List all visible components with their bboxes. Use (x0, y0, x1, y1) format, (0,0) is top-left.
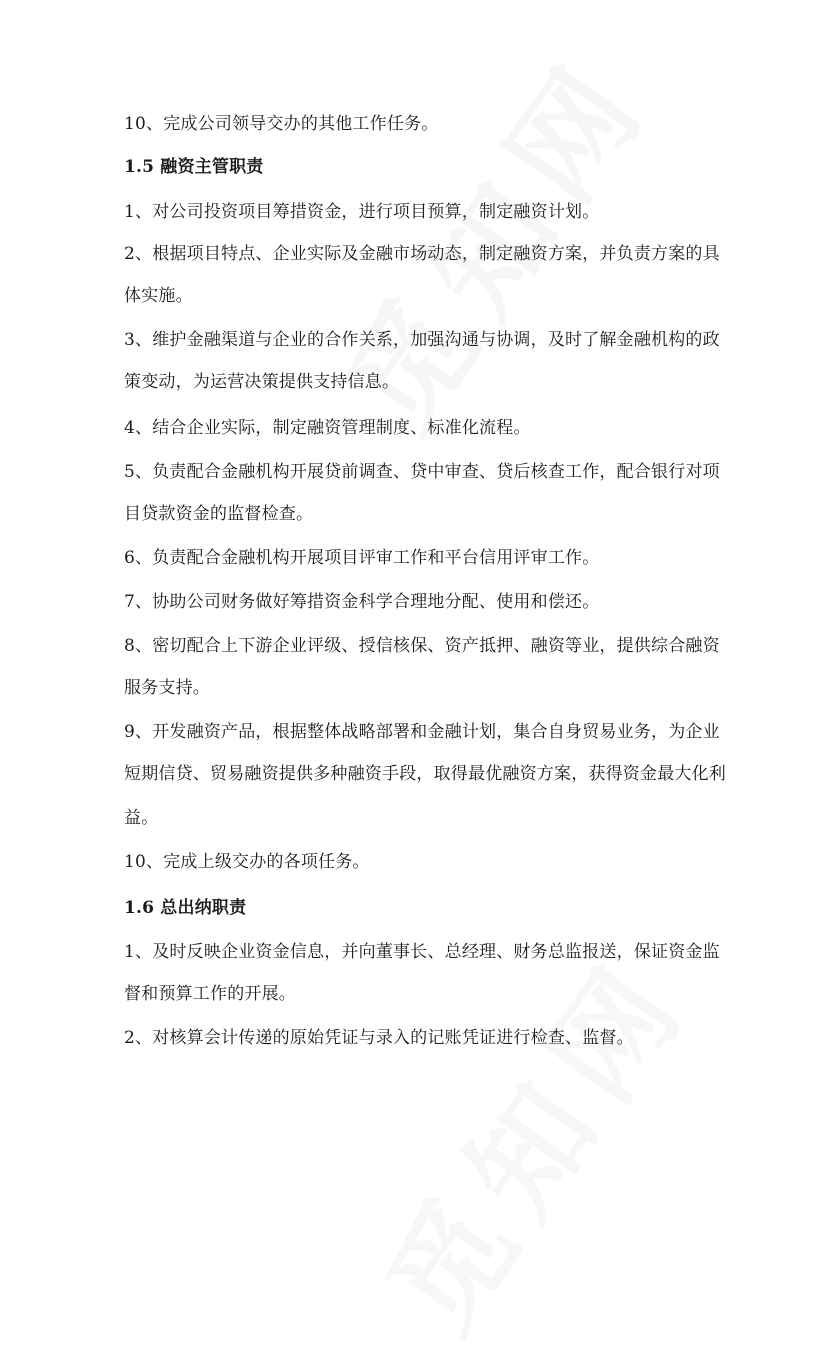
paragraph-line: 1、对公司投资项目筹措资金，进行项目预算，制定融资计划。 (124, 202, 600, 222)
paragraph-line: 服务支持。 (124, 678, 210, 698)
paragraph-line: 目贷款资金的监督检查。 (124, 504, 314, 524)
paragraph-line: 6、负责配合金融机构开展项目评审工作和平台信用评审工作。 (124, 548, 600, 568)
watermark-text-lower (340, 916, 722, 1359)
paragraph-line: 3、维护金融渠道与企业的合作关系，加强沟通与协调，及时了解金融机构的政 (124, 330, 720, 350)
paragraph-line: 7、协助公司财务做好筹措资金科学合理地分配、使用和偿还。 (124, 592, 600, 612)
section-heading-1-6: 1.6 总出纳职责 (124, 898, 247, 918)
paragraph-line: 5、负责配合金融机构开展贷前调查、贷中审查、贷后核查工作，配合银行对项 (124, 462, 720, 482)
paragraph-line: 督和预算工作的开展。 (124, 984, 296, 1004)
paragraph-line: 1、及时反映企业资金信息，并向董事长、总经理、财务总监报送，保证资金监 (124, 942, 720, 962)
paragraph-line: 2、对核算会计传递的原始凭证与录入的记账凭证进行检查、监督。 (124, 1028, 634, 1048)
paragraph-line: 9、开发融资产品，根据整体战略部署和金融计划，集合自身贸易业务，为企业 (124, 722, 720, 742)
section-heading-1-5: 1.5 融资主管职责 (124, 157, 264, 177)
paragraph-line: 短期信贷、贸易融资提供多种融资手段，取得最优融资方案，获得资金最大化利 (124, 764, 726, 784)
paragraph-line: 8、密切配合上下游企业评级、授信核保、资产抵押、融资等业，提供综合融资 (124, 636, 720, 656)
paragraph-line: 4、结合企业实际，制定融资管理制度、标准化流程。 (124, 418, 531, 438)
paragraph-line: 2、根据项目特点、企业实际及金融市场动态，制定融资方案，并负责方案的具 (124, 244, 720, 264)
paragraph-line: 10、完成上级交办的各项任务。 (124, 852, 370, 872)
paragraph-line: 益。 (124, 808, 159, 828)
paragraph-line: 体实施。 (124, 286, 193, 306)
paragraph-line: 10、完成公司领导交办的其他工作任务。 (124, 114, 439, 134)
paragraph-line: 策变动，为运营决策提供支持信息。 (124, 372, 400, 392)
